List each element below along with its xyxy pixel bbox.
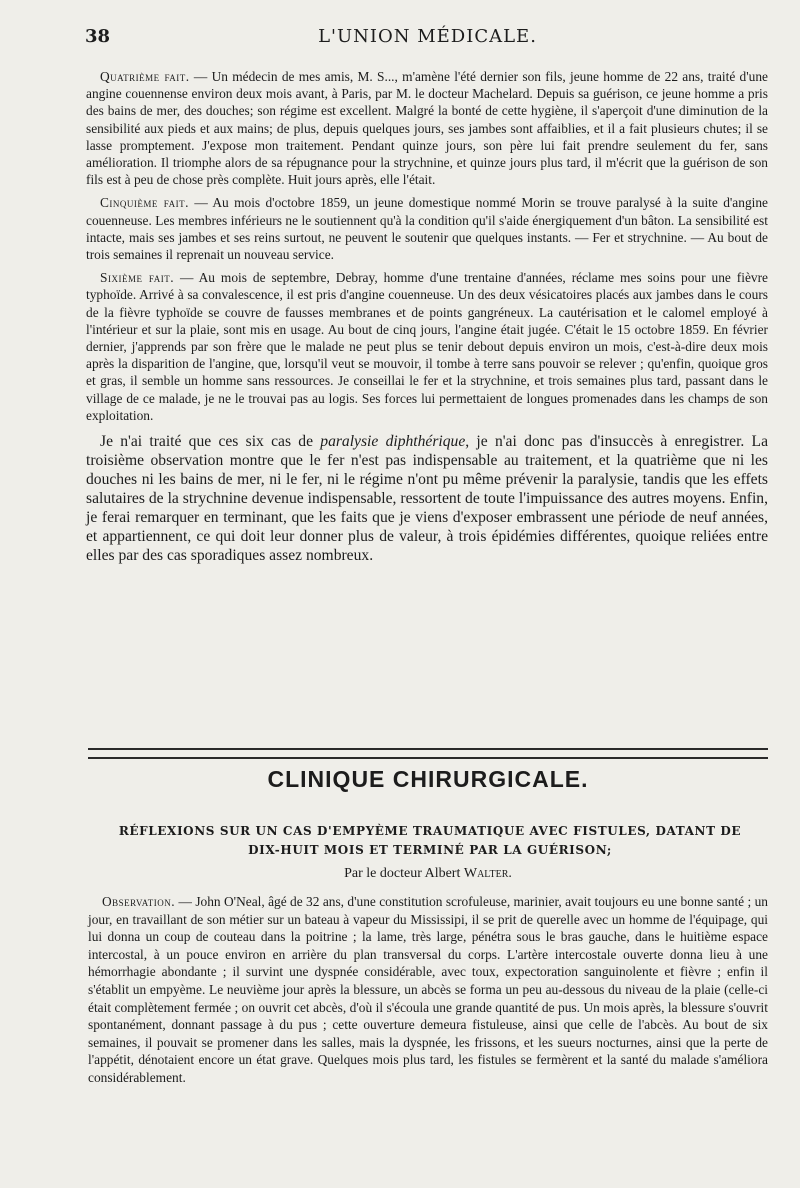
paragraph-fait-6 bbox=[86, 269, 768, 424]
paragraph-fait-5 bbox=[86, 194, 768, 263]
author-name: Walter. bbox=[463, 866, 512, 881]
section-title: CLINIQUE CHIRURGICALE. bbox=[267, 766, 589, 792]
byline-prefix: Par le docteur Albert bbox=[344, 866, 464, 881]
observation-paragraph bbox=[88, 893, 768, 1087]
fait-label: Cinquième fait. bbox=[100, 195, 189, 211]
fait-label: Sixième fait. bbox=[100, 270, 175, 286]
conclusion-italic: paralysie diphthérique bbox=[320, 433, 466, 451]
journal-title: L'UNION MÉDICALE. bbox=[318, 26, 537, 47]
fait-text: — Un médecin de mes amis, M. S..., m'amène l'été dernier son fils, jeune homme de 22 ans, traité d'une angine couennense environ deux mois avant, à Paris, par M. le docteur Machelard. Depuis sa guérison, ce jeune homme a pris des bains de mer, des douches; son régime est excellent. Malgré la bonté de cette hygiène, il s'aperçoit d'une diminution de la sensibilité aux pieds et aux mains; de plus, depuis quelques jours, ses jambes sont affaiblies, et il a fait plusieurs chutes; il se lasse promptement. J'expose mon traitement. Pendant quinze jours, son père lui fait prendre seulement du fer, sans amélioration. Il triomphe alors de sa répugnance pour la strychnine, et quinze jours plus tard, il m'écrit que la guérison de son fils est à peu de chose près complète. Huit jours après, elle l'était. bbox=[86, 69, 768, 188]
fait-label: Quatrième fait. bbox=[100, 69, 190, 84]
observation-label: Observation. bbox=[102, 894, 176, 909]
observation-body: — John O'Neal, âgé de 32 ans, d'une constitution scrofuleuse, marinier, avait toujours eu une bonne santé ; un jour, en travaillant de son métier sur un bateau à vapeur du Mississipi, il se prit de querelle avec un homme de l'équipage, qui lui donna un coup de couteau dans la poitrine ; la lame, très large, pénétra sous le bras gauche, dans le huitième espace intercostal, à un pouce environ en arrière du plan transversal du corps. L'artère intercostale ouverte donna lieu à une hémorrhagie abondante ; il survint une dyspnée considérable, avec toux, expectoration sanguinolente et fièvre ; enfin il s'établit un empyème. Le neuvième jour après la blessure, un abcès se forma un peu au-dessous du niveau de la plaie (celle-ci était complètement fermée ; on ouvrit cet abcès, d'où il s'écoula une grande quantité de pus. Un mois après, la blessure s'ouvrit spontanément, donnant passage à du pus ; cette ouverture demeura fistuleuse, ainsi que celle de l'abcès. Au bout de six semaines, il pouvait se promener dans les salles, mais la dyspnée, les frissons, et les sueurs nocturnes, ainsi que la perte de l'appétit, dénotaient encore un état grave. Quelques mois plus tard, les fistules se fermèrent et la santé du malade s'améliora considérablement. bbox=[88, 894, 768, 1085]
article-title: RÉFLEXIONS SUR UN CAS D'EMPYÈME TRAUMATIQUE AVEC FISTULES, DATANT DE DIX-HUIT MOIS ET TERMINÉ PAR LA GUÉRISON; bbox=[118, 824, 742, 857]
conclusion-paragraph bbox=[86, 432, 768, 565]
page-number: 38 bbox=[85, 26, 111, 47]
conclusion-after: , je n'ai donc pas d'insuccès à enregistrer. La troisième observation montre que le fer n'est pas indispensable au traitement, et la quatrième que ni les douches ni les bains de mer, ni le fer, ni le régime n'ont pu même prévenir la paralysie, tandis que les effets salutaires de la strychnine devenue indispensable, ressortent de toute l'impuissance des autres moyens. Enfin, je ferai remarquer en terminant, que les faits que je viens d'exposer embrassent une période de neuf années, et appartiennent, ce qui doit leur donner plus de valeur, à trois épidémies différentes, quoique reliées entre elles par des cas sporadiques assez nombreux. bbox=[86, 433, 769, 565]
section-divider bbox=[88, 748, 768, 759]
fait-text: — Au mois d'octobre 1859, un jeune domestique nommé Morin se trouve paralysé à la suite d'angine couenneuse. Les membres inférieurs ne le soutiennent qu'à la condition qu'il s'aide énergiquement d'un bâton. La sensibilité est intacte, mais ses jambes et ses reins surtout, ne peuvent le soutenir que quelques instants. — Fer et strychnine. — Au bout de trois semaines il reprenait un nouveau service. bbox=[86, 195, 769, 263]
fait-text: — Au mois de septembre, Debray, homme d'une trentaine d'années, réclame mes soins pour une fièvre typhoïde. Arrivé à sa convalescence, il est pris d'angine couenneuse. Un des deux vésicatoires placés aux jambes dans le cours de la fièvre typhoïde se couvre de fausses membranes et de points gangréneux. La cautérisation et le calomel employé à l'intérieur et sur la plaie, sont mis en usage. Au bout de cinq jours, l'angine était jugée. C'était le 15 octobre 1859. En février dernier, j'apprends par son frère que le malade ne peut plus se tenir debout depuis environ un mois, c'est-à-dire deux mois après la disparition de l'angine, que, lorsqu'il veut se mouvoir, il tombe à terre sans pouvoir se relever ; qu'enfin, quoique gros et gras, il semble un homme sans ressources. Je conseillai le fer et la strychnine, et trois semaines plus tard, passant dans le village de ce malade, je ne le trouvai pas au logis. Ses forces lui permettaient de longues promenades dans les champs de son exploitation. bbox=[86, 270, 768, 423]
page-header bbox=[85, 18, 770, 54]
paragraph-fait-4 bbox=[86, 68, 768, 188]
main-text bbox=[86, 68, 768, 565]
conclusion-before: Je n'ai traité que ces six cas de bbox=[100, 433, 321, 451]
byline bbox=[88, 866, 768, 882]
observation-text bbox=[88, 893, 768, 1087]
